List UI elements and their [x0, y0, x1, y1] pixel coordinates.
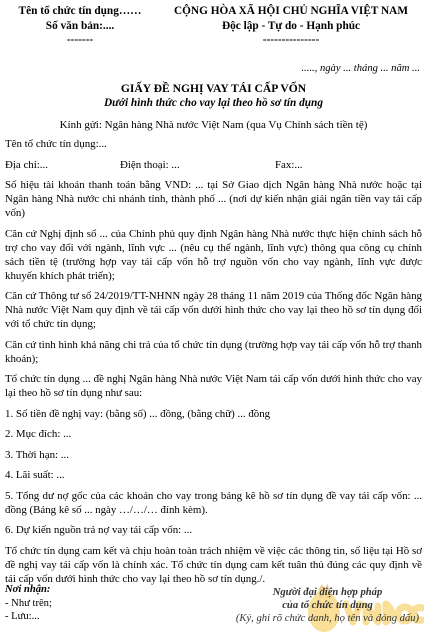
recipients-label: Nơi nhận:: [5, 584, 51, 595]
item-repayment: 6. Dự kiến nguồn trả nợ vay tái cấp vốn: ...: [5, 524, 193, 536]
issuer-divider: -------: [66, 34, 94, 46]
paragraph-request: Tổ chức tín dụng ... đề nghị Ngân hàng Nhà nước Việt Nam tái cấp vốn dưới hình thức cho vay lại theo hồ sơ tín dụng như sau:: [5, 373, 422, 399]
document-body: [5, 137, 422, 592]
national-motto: Độc lập - Tự do - Hạnh phúc: [221, 19, 361, 32]
field-phone: Điện thoại: ...: [120, 158, 180, 171]
field-org-name: Tên tổ chức tín dụng:...: [5, 138, 107, 150]
recipients-block: [5, 583, 52, 624]
contact-row: [5, 158, 422, 172]
document-title: GIẤY ĐỀ NGHỊ VAY TÁI CẤP VỐN: [120, 82, 307, 95]
item-term: 3. Thời hạn: ...: [5, 448, 69, 461]
item-outstanding: 5. Tổng dư nợ gốc của các khoản cho vay trong bảng kê hồ sơ tín dụng đề vay tái cấp vốn: ... đồng (Bảng kê số ... ngày …/…/… đính kèm).: [5, 489, 422, 516]
nation-name: CỘNG HÒA XÃ HỘI CHỦ NGHĨA VIỆT NAM: [173, 5, 409, 17]
org-name-heading: Tên tổ chức tín dụng……: [18, 5, 142, 17]
date-line: ....., ngày ... tháng ... năm ...: [301, 63, 420, 74]
recipient-item: - Lưu:...: [5, 611, 40, 622]
item-interest: 4. Lãi suất: ...: [5, 469, 65, 481]
motto-divider: ---------------: [262, 34, 320, 46]
paragraph-account: Số hiệu tài khoản thanh toán bằng VND: ... tại Sở Giao dịch Ngân hàng Nhà nước hoặc tại Ngân hàng Nhà nước chi nhánh tỉnh, thành phố ... (nơi dự kiến nhận giải ngân tiền vay tái cấp vốn): [5, 179, 422, 219]
signature-block: [235, 586, 420, 625]
signature-note: (Ký, ghi rõ chức danh, họ tên và đóng dấu): [235, 613, 420, 624]
item-amount: 1. Số tiền đề nghị vay: (bằng số) ... đồng, (bằng chữ) ... đồng: [5, 407, 271, 420]
addressee: Kính gửi: Ngân hàng Nhà nước Việt Nam (qua Vụ Chính sách tiền tệ): [59, 119, 368, 131]
paragraph-liquidity: Căn cứ tình hình khả năng chi trả của tổ chức tín dụng (trường hợp vay tái cấp vốn hỗ trợ thanh khoản);: [5, 338, 422, 365]
signatory-org: của tổ chức tín dụng: [282, 600, 373, 611]
issuer-block: [5, 4, 155, 48]
field-address: Địa chỉ:...: [5, 158, 48, 171]
item-purpose: 2. Mục đích: ...: [5, 428, 72, 440]
paragraph-decree: Căn cứ Nghị định số ... của Chính phủ quy định Ngân hàng Nhà nước thực hiện chính sách hỗ trợ cho vay đối với ngành, lĩnh vực ... (nêu cụ thể ngành, lĩnh vực) thông qua công cụ chính sách tiền tệ (trường hợp vay tái cấp vốn hỗ trợ nguồn vốn cho vay ngành, lĩnh vực được khuyến khích phát triển);: [5, 227, 422, 282]
paragraph-circular: Căn cứ Thông tư số 24/2019/TT-NHNN ngày 28 tháng 11 năm 2019 của Thống đốc Ngân hàng Nhà nước Việt Nam quy định về tái cấp vốn dưới hình thức cho vay lại theo hồ sơ tín dụng đối với tổ chức tín dụng;: [5, 290, 422, 330]
recipient-item: - Như trên;: [5, 597, 52, 609]
signatory-title: Người đại diện hợp pháp: [272, 587, 383, 598]
document-subtitle: Dưới hình thức cho vay lại theo hồ sơ tín dụng: [103, 97, 323, 109]
field-fax: Fax:...: [275, 158, 303, 171]
national-heading: [160, 4, 422, 48]
doc-number: Số văn bản:....: [45, 19, 115, 32]
paragraph-commitment: Tổ chức tín dụng cam kết và chịu hoàn toàn trách nhiệm về việc các thông tin, số liệu tại Hồ sơ đề nghị vay tái cấp vốn là chính xác. Tổ chức tín dụng cam kết tuân thủ đúng các quy định về tái cấp vốn dưới hình thức cho vay lại theo hồ sơ tín dụng./.: [5, 544, 422, 585]
